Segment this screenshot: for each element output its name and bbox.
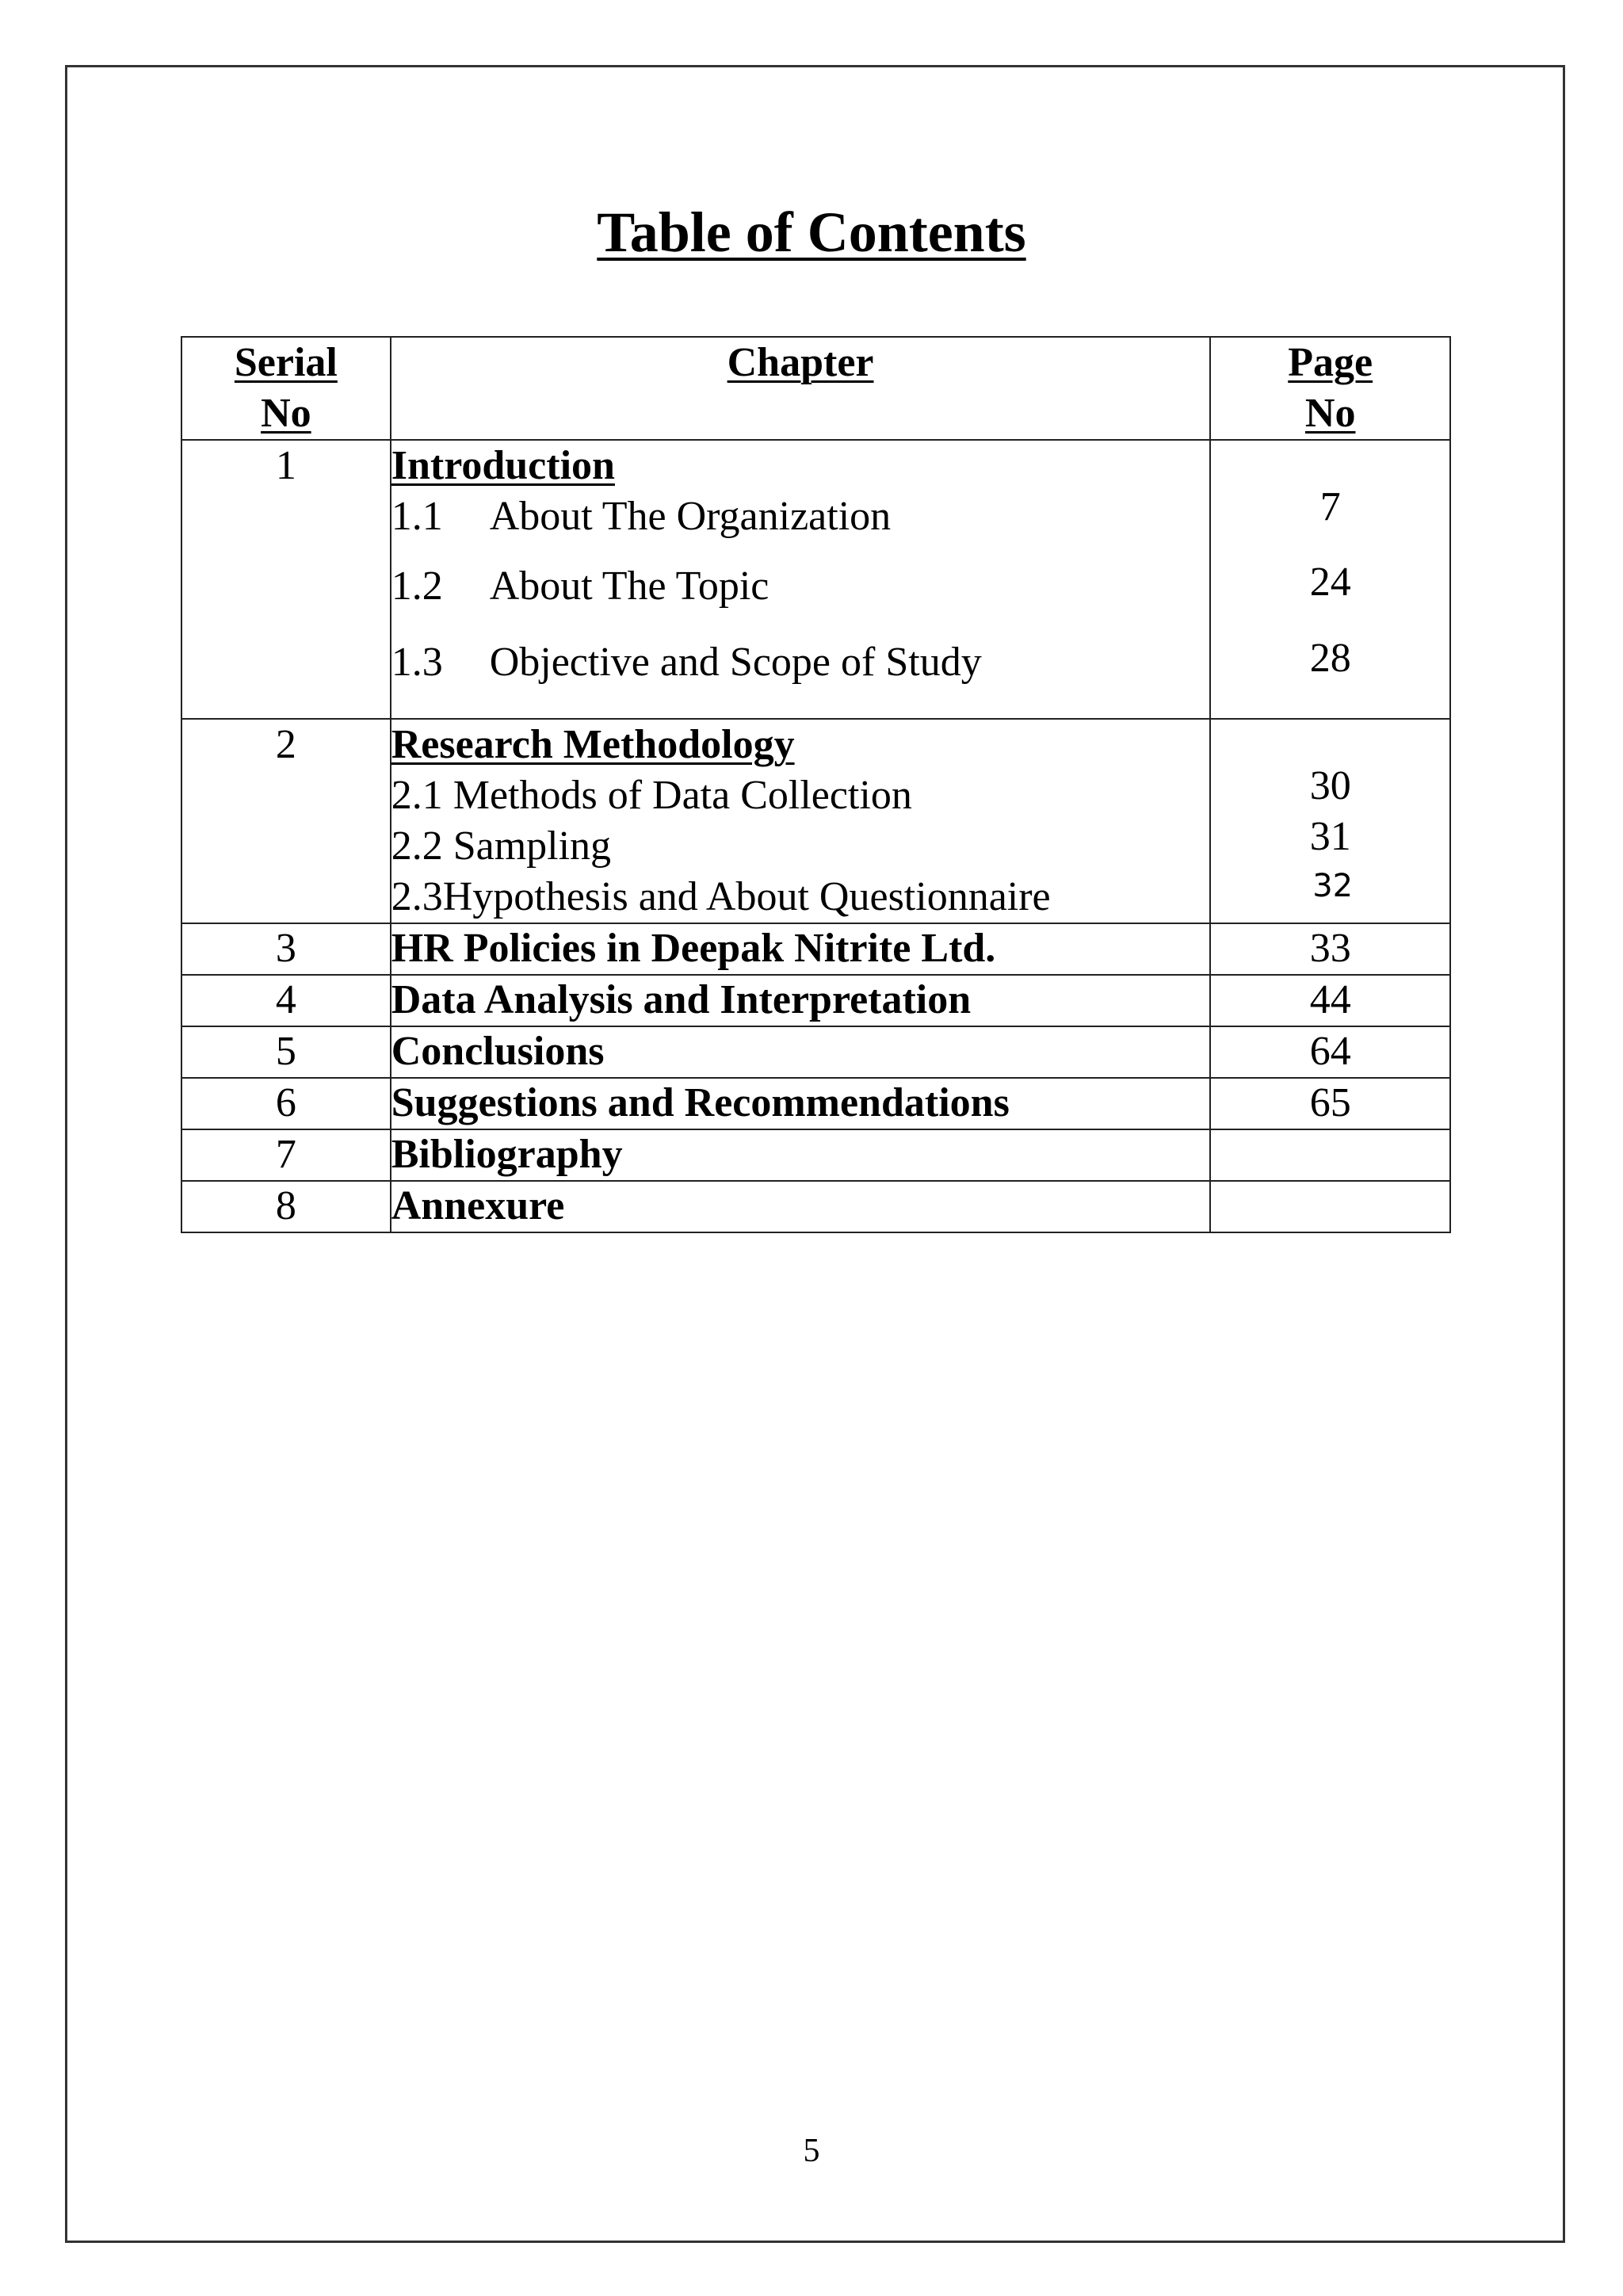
- table-row: [181, 1129, 1450, 1181]
- chapter-title: Bibliography: [391, 1129, 1211, 1181]
- page-title-text: Table of Contents: [597, 201, 1026, 264]
- subsection-number: 1.1: [391, 494, 443, 539]
- chapter-title: HR Policies in Deepak Nitrite Ltd.: [391, 923, 1211, 975]
- header-chapter: [391, 337, 1211, 440]
- header-serial-line1: Serial: [234, 340, 338, 385]
- table-row: [181, 440, 1450, 719]
- chapter-title: Annexure: [391, 1181, 1211, 1232]
- table-row: [181, 1078, 1450, 1129]
- subsection-text: About The Organization: [489, 494, 892, 539]
- serial-cell: 8: [181, 1181, 391, 1232]
- header-serial-line2: No: [261, 391, 311, 436]
- page-number: 28: [1309, 636, 1351, 681]
- page-number: 64: [1210, 1026, 1450, 1078]
- serial-cell: 4: [181, 975, 391, 1026]
- chapter-title: Conclusions: [391, 1026, 1211, 1078]
- subsection-item: [391, 637, 1210, 713]
- subsection-item: [391, 491, 1210, 561]
- chapter-title: Research Methodology: [391, 722, 795, 767]
- chapter-cell: [391, 719, 1211, 923]
- page-cell: [1210, 440, 1450, 719]
- subsection-number: 1.3: [391, 640, 443, 685]
- page-number: 30: [1309, 763, 1351, 808]
- table-header-row: [181, 337, 1450, 440]
- page-number: 33: [1210, 923, 1450, 975]
- chapter-title: Data Analysis and Interpretation: [391, 975, 1211, 1026]
- subsection-item: 2.2 Sampling: [391, 823, 612, 869]
- page-title: [0, 197, 1623, 268]
- serial-cell: 3: [181, 923, 391, 975]
- header-page-line1: Page: [1288, 340, 1373, 385]
- subsection-item: 2.1 Methods of Data Collection: [391, 773, 912, 818]
- table-row: [181, 975, 1450, 1026]
- chapter-cell: [391, 440, 1211, 719]
- page-number: [1210, 1181, 1450, 1232]
- serial-cell: 1: [181, 440, 391, 719]
- subsection-item: [391, 561, 1210, 637]
- subsection-item: 2.3Hypothesis and About Questionnaire: [391, 874, 1051, 919]
- subsection-text: Objective and Scope of Study: [489, 640, 982, 685]
- chapter-title: Introduction: [391, 443, 615, 488]
- page-number: 65: [1210, 1078, 1450, 1129]
- serial-cell: 7: [181, 1129, 391, 1181]
- table-row: [181, 1181, 1450, 1232]
- header-chapter-label: Chapter: [727, 340, 874, 385]
- page-number: 31: [1309, 814, 1351, 859]
- table-row: [181, 1026, 1450, 1078]
- table-of-contents: [181, 336, 1451, 1233]
- serial-cell: 2: [181, 719, 391, 923]
- page-number: 24: [1309, 560, 1351, 605]
- page-cell: [1210, 719, 1450, 923]
- page-number: [1210, 1129, 1450, 1181]
- chapter-title: Suggestions and Recommendations: [391, 1078, 1211, 1129]
- subsection-text: About The Topic: [489, 563, 769, 609]
- page-footer-number: 5: [803, 2133, 820, 2169]
- header-page-line2: No: [1304, 391, 1356, 436]
- page-number: 7: [1319, 484, 1341, 529]
- page-number: 44: [1210, 975, 1450, 1026]
- serial-cell: 6: [181, 1078, 391, 1129]
- subsection-number: 1.2: [391, 563, 443, 609]
- page-number: 32: [1312, 868, 1354, 904]
- header-serial-no: [181, 337, 391, 440]
- table-row: [181, 719, 1450, 923]
- serial-cell: 5: [181, 1026, 391, 1078]
- header-page-no: [1210, 337, 1450, 440]
- table-row: [181, 923, 1450, 975]
